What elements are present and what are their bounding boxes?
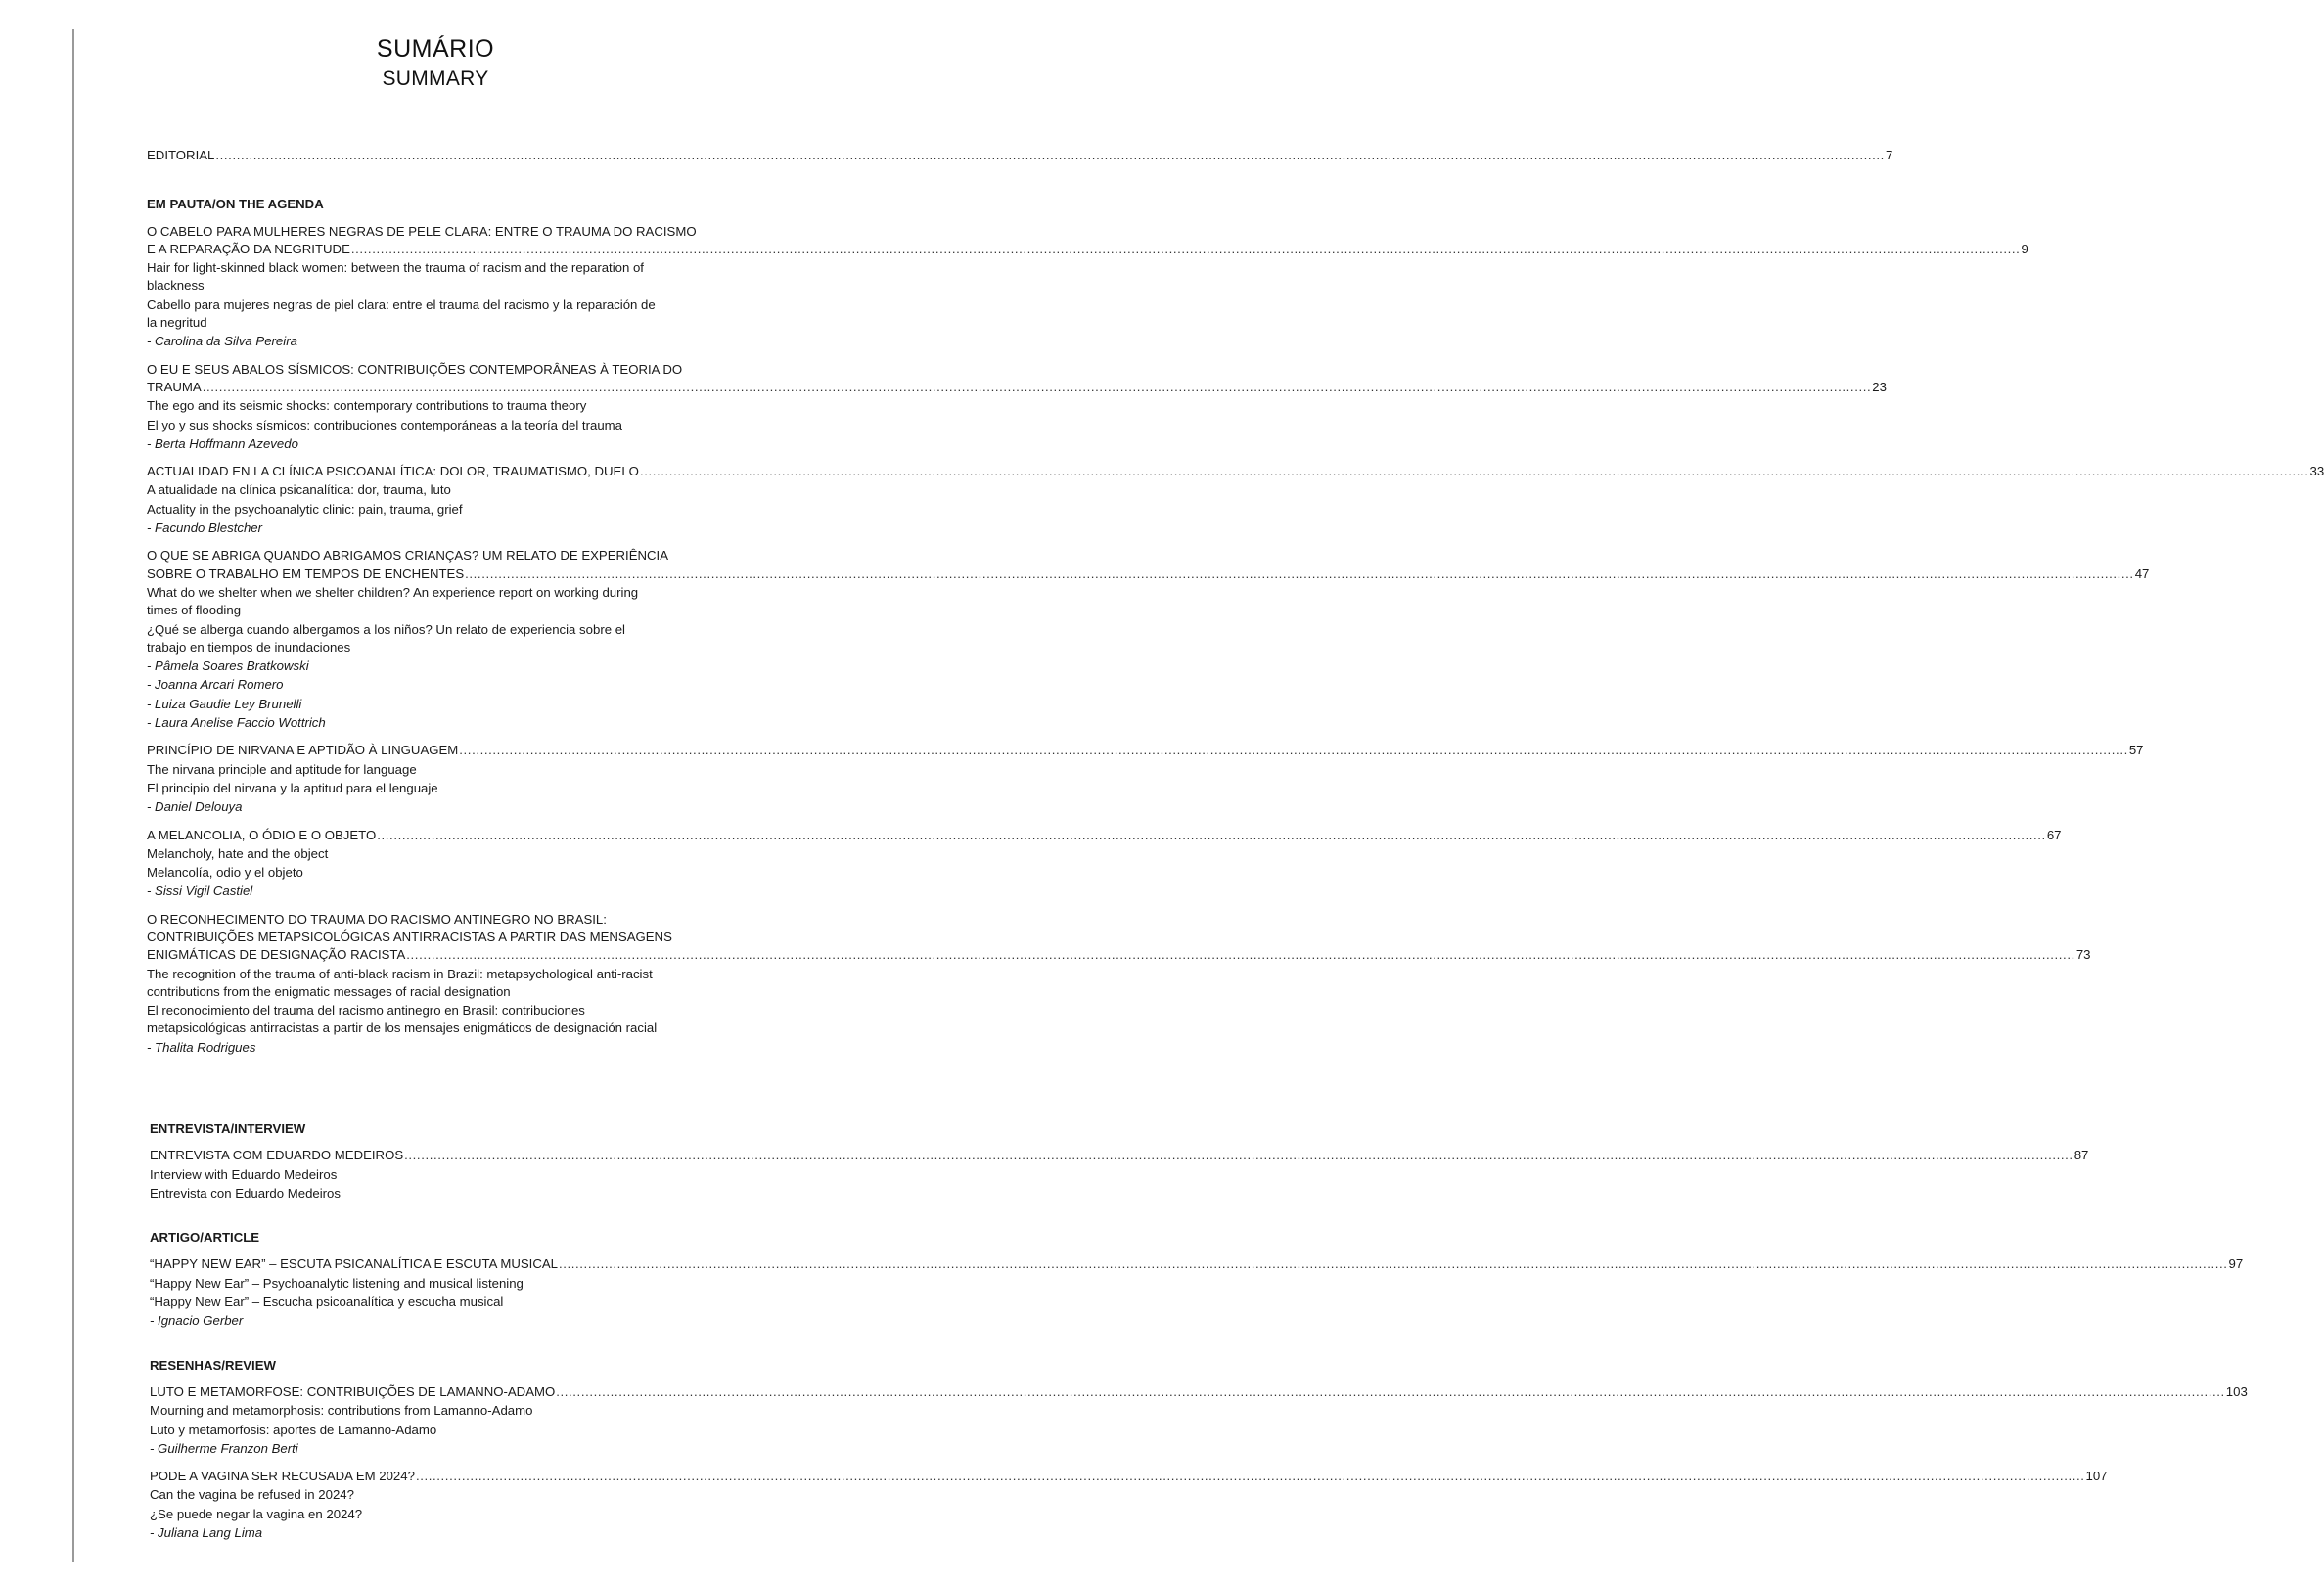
translation-line: la negritud — [147, 315, 207, 331]
entry-title-line: O QUE SE ABRIGA QUANDO ABRIGAMOS CRIANÇAS? UM RELATO DE EXPERIÊNCIA — [147, 548, 668, 564]
translation-line: blackness — [147, 278, 205, 294]
entry-page-number: 87 — [2073, 1148, 2089, 1163]
entry-title-text: SOBRE O TRABALHO EM TEMPOS DE ENCHENTES — [147, 566, 465, 581]
entry-title-text: ENTREVISTA COM EDUARDO MEDEIROS — [150, 1148, 404, 1163]
entry-translation — [150, 1422, 707, 1439]
section-heading: ARTIGO/ARTICLE — [150, 1230, 260, 1245]
entry-title-line: O RECONHECIMENTO DO TRAUMA DO RACISMO ANTINEGRO NO BRASIL: — [147, 911, 607, 927]
entry-author: - Facundo Blestcher — [147, 521, 263, 536]
entry-translation — [150, 1402, 707, 1420]
leader-dots: ................................................................................................................................................................................................................................................................................................................................................................................................................ — [459, 743, 2128, 758]
entry-title-text: E A REPARAÇÃO DA NEGRITUDE — [147, 241, 350, 256]
entry-page-number: 23 — [1872, 379, 1887, 394]
page-subtitle: SUMMARY — [382, 68, 489, 90]
translation-line: Interview with Eduardo Medeiros — [150, 1166, 338, 1182]
leader-dots: ................................................................................................................................................................................................................................................................................................................................................................................................................ — [202, 379, 1872, 394]
entry-title-line — [150, 1383, 2248, 1401]
entry-author: - Sissi Vigil Castiel — [147, 883, 253, 899]
leader-dots: ................................................................................................................................................................................................................................................................................................................................................................................................................ — [350, 241, 2021, 256]
entry-title-line — [147, 241, 2028, 258]
translation-line: El yo y sus shocks sísmicos: contribuciones contemporáneas a la teoría del trauma — [147, 417, 622, 432]
entry-translation — [147, 966, 724, 1002]
entry-page-number: 97 — [2228, 1256, 2244, 1272]
entry-title-text: “HAPPY NEW EAR” – ESCUTA PSICANALÍTICA E ESCUTA MUSICAL — [150, 1256, 558, 1272]
entry-title-line — [147, 566, 2150, 583]
translation-line: Melancolía, odio y el objeto — [147, 865, 303, 881]
translation-line: The nirvana principle and aptitude for language — [147, 761, 417, 777]
entry-page-number: 9 — [2021, 241, 2028, 256]
entry-page-number: 57 — [2128, 743, 2144, 758]
entry-author: - Guilherme Franzon Berti — [150, 1440, 298, 1456]
entry-translation — [150, 1486, 707, 1504]
entry-page-number: 73 — [2075, 947, 2091, 963]
translation-line: The ego and its seismic shocks: contemporary contributions to trauma theory — [147, 398, 587, 414]
entry-title-text: ACTUALIDAD EN LA CLÍNICA PSICOANALÍTICA: DOLOR, TRAUMATISMO, DUELO — [147, 464, 639, 479]
entry-page-number: 103 — [2225, 1383, 2248, 1399]
translation-line: contributions from the enigmatic messages of racial designation — [147, 983, 511, 999]
entry-translation — [150, 1506, 707, 1523]
translation-line: “Happy New Ear” – Escucha psicoanalítica y escucha musical — [150, 1294, 504, 1310]
translation-line: Hair for light-skinned black women: between the trauma of racism and the reparation of — [147, 260, 644, 276]
translation-line: Cabello para mujeres negras de piel clara: entre el trauma del racismo y la reparación de — [147, 296, 656, 312]
entry-translation — [147, 481, 724, 499]
entry-title-text: PRINCÍPIO DE NIRVANA E APTIDÃO À LINGUAGEM — [147, 743, 459, 758]
toc-entry[interactable] — [147, 223, 2028, 351]
entry-title-text: PODE A VAGINA SER RECUSADA EM 2024? — [150, 1469, 415, 1484]
translation-line: “Happy New Ear” – Psychoanalytic listening and musical listening — [150, 1275, 524, 1291]
translation-line: ¿Qué se alberga cuando albergamos a los niños? Un relato de experiencia sobre el — [147, 621, 625, 637]
entry-title-text: A MELANCOLIA, O ÓDIO E O OBJETO — [147, 827, 377, 842]
entry-translation — [147, 259, 724, 295]
entry-title-text: TRAUMA — [147, 379, 202, 394]
translation-line: The recognition of the trauma of anti-black racism in Brazil: metapsychological anti-racist — [147, 966, 653, 981]
toc-lower — [150, 1120, 2248, 1552]
entry-translation — [147, 780, 724, 797]
page-title: SUMÁRIO — [376, 35, 495, 63]
entry-translation — [147, 845, 724, 863]
entry-translation — [147, 296, 724, 333]
entry-title-text: ENIGMÁTICAS DE DESIGNAÇÃO RACISTA — [147, 947, 406, 963]
editorial-label: EDITORIAL — [147, 148, 215, 162]
entry-author: - Luiza Gaudie Ley Brunelli — [147, 696, 302, 711]
translation-line: Can the vagina be refused in 2024? — [150, 1487, 354, 1503]
leader-dots: ................................................................................................................................................................................................................................................................................................................................................................................................................ — [377, 827, 2046, 842]
entry-translation — [147, 1002, 724, 1038]
leader-dots: ................................................................................................................................................................................................................................................................................................................................................................................................................ — [556, 1383, 2225, 1399]
toc-entry[interactable] — [147, 911, 2091, 1057]
toc-entry[interactable] — [147, 827, 2062, 901]
entry-translation — [147, 417, 724, 434]
translation-line: trabajo en tiempos de inundaciones — [147, 639, 351, 655]
leader-dots: ................................................................................................................................................................................................................................................................................................................................................................................................................ — [404, 1148, 2073, 1163]
entry-author: - Carolina da Silva Pereira — [147, 334, 297, 349]
translation-line: El reconocimiento del trauma del racismo antinegro en Brasil: contribuciones — [147, 1003, 585, 1019]
entry-title-line — [147, 742, 2144, 759]
translation-line: A atualidade na clínica psicanalítica: dor, trauma, luto — [147, 482, 451, 498]
toc-editorial[interactable] — [147, 147, 1893, 164]
entry-author: - Laura Anelise Faccio Wottrich — [147, 715, 326, 731]
section-heading: EM PAUTA/ON THE AGENDA — [147, 197, 324, 212]
entry-title-line — [150, 1147, 2089, 1164]
entry-title-line — [147, 463, 2324, 480]
entry-title-line — [150, 1255, 2244, 1273]
entry-translation — [150, 1293, 707, 1311]
translation-line: metapsicológicas antirracistas a partir de los mensajes enigmáticos de designación racial — [147, 1020, 658, 1036]
toc-entry[interactable] — [150, 1147, 2089, 1202]
leader-dots: ................................................................................................................................................................................................................................................................................................................................................................................................................ — [415, 1469, 2085, 1484]
leader-dots: ................................................................................................................................................................................................................................................................................................................................................................................................................ — [215, 148, 1885, 162]
entry-author: - Thalita Rodrigues — [147, 1039, 256, 1055]
toc-main — [147, 147, 2324, 1066]
leader-dots: ................................................................................................................................................................................................................................................................................................................................................................................................................ — [406, 947, 2075, 963]
entry-translation — [150, 1166, 707, 1184]
entry-author: - Pâmela Soares Bratkowski — [147, 658, 309, 674]
entry-translation — [147, 397, 724, 415]
toc-entry[interactable] — [150, 1255, 2244, 1330]
toc-entry[interactable] — [147, 361, 1887, 453]
entry-page-number: 47 — [2134, 566, 2150, 581]
leader-dots: ................................................................................................................................................................................................................................................................................................................................................................................................................ — [639, 464, 2309, 479]
section-heading: RESENHAS/REVIEW — [150, 1357, 276, 1373]
toc-entry[interactable] — [147, 547, 2150, 732]
entry-author: - Juliana Lang Lima — [150, 1525, 263, 1541]
translation-line: Melancholy, hate and the object — [147, 845, 329, 861]
entry-translation — [150, 1275, 707, 1292]
entry-title-line — [147, 379, 1887, 396]
translation-line: Actuality in the psychoanalytic clinic: pain, trauma, grief — [147, 501, 463, 517]
editorial-page: 7 — [1885, 148, 1893, 162]
entry-title-line: CONTRIBUIÇÕES METAPSICOLÓGICAS ANTIRRACISTAS A PARTIR DAS MENSAGENS — [147, 928, 672, 944]
toc-entry[interactable] — [150, 1383, 2248, 1458]
section-heading: ENTREVISTA/INTERVIEW — [150, 1121, 306, 1136]
entry-page-number: 67 — [2046, 827, 2062, 842]
entry-translation — [147, 761, 724, 779]
entry-title-line: O CABELO PARA MULHERES NEGRAS DE PELE CLARA: ENTRE O TRAUMA DO RACISMO — [147, 223, 697, 239]
entry-translation — [147, 584, 724, 620]
entry-author: - Ignacio Gerber — [150, 1313, 244, 1329]
translation-line: Luto y metamorfosis: aportes de Lamanno-Adamo — [150, 1422, 437, 1437]
translation-line: Entrevista con Eduardo Medeiros — [150, 1185, 341, 1200]
entry-title-line — [150, 1468, 2108, 1485]
translation-line: ¿Se puede negar la vagina en 2024? — [150, 1506, 363, 1521]
translation-line: times of flooding — [147, 603, 242, 618]
entry-title-line: O EU E SEUS ABALOS SÍSMICOS: CONTRIBUIÇÕES CONTEMPORÂNEAS À TEORIA DO — [147, 361, 683, 377]
translation-line: El principio del nirvana y la aptitud para el lenguaje — [147, 780, 438, 795]
entry-translation — [147, 864, 724, 882]
entry-author: - Joanna Arcari Romero — [147, 677, 284, 693]
entry-author: - Daniel Delouya — [147, 799, 243, 815]
translation-line: What do we shelter when we shelter children? An experience report on working during — [147, 584, 639, 600]
entry-author: - Berta Hoffmann Azevedo — [147, 435, 298, 451]
toc-entry[interactable] — [150, 1468, 2108, 1542]
translation-line: Mourning and metamorphosis: contributions from Lamanno-Adamo — [150, 1403, 533, 1419]
entry-translation — [150, 1185, 707, 1202]
toc-entry[interactable] — [147, 742, 2144, 816]
left-margin-rule — [72, 29, 74, 1562]
entry-translation — [147, 621, 724, 657]
toc-entry[interactable] — [147, 463, 2324, 537]
entry-page-number: 107 — [2085, 1469, 2108, 1484]
entry-title-line — [147, 946, 2091, 964]
entry-title-line — [147, 827, 2062, 844]
entry-title-text: LUTO E METAMORFOSE: CONTRIBUIÇÕES DE LAMANNO-ADAMO — [150, 1383, 556, 1399]
leader-dots: ................................................................................................................................................................................................................................................................................................................................................................................................................ — [465, 566, 2134, 581]
leader-dots: ................................................................................................................................................................................................................................................................................................................................................................................................................ — [558, 1256, 2228, 1272]
entry-translation — [147, 501, 724, 519]
entry-page-number: 33 — [2309, 464, 2324, 479]
